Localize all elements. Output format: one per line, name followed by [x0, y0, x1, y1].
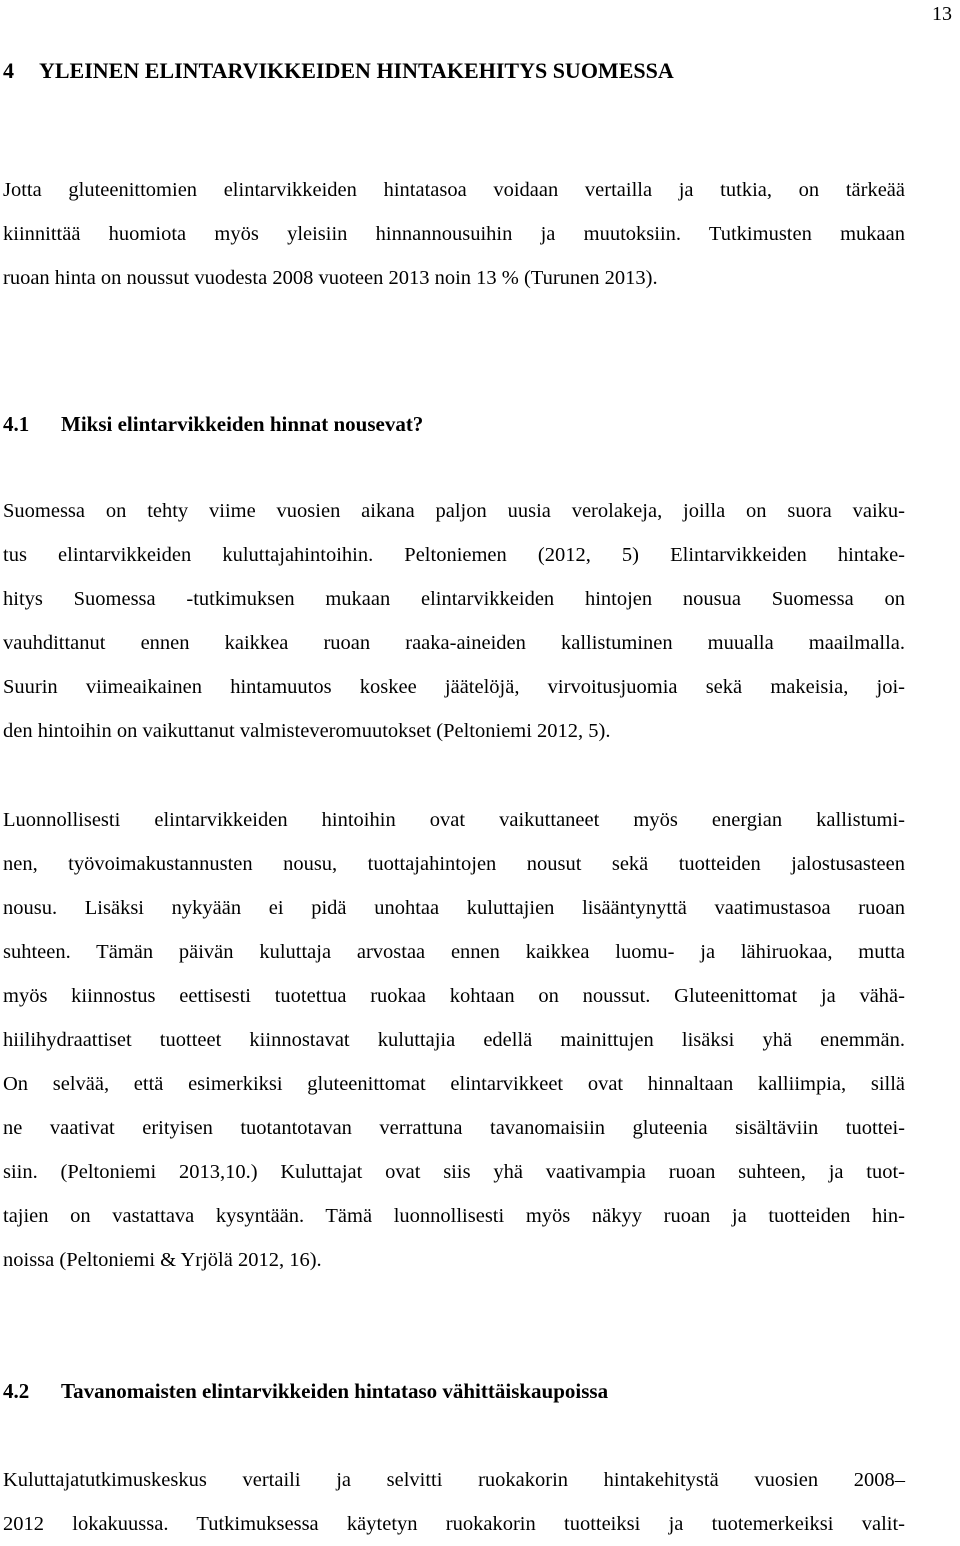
intro-line: Jotta gluteenittomien elintarvikkeiden hintatasoa voidaan vertailla ja tutkia, on tärkeää [3, 179, 905, 201]
paragraph-line: nen, työvoimakustannusten nousu, tuottajahintojen nousut sekä tuotteiden jalostusasteen [3, 853, 905, 875]
paragraph-line: 2012 lokakuussa. Tutkimuksessa käytetyn ruokakorin tuotteiksi ja tuotemerkeiksi valit- [3, 1513, 905, 1535]
section-title: Miksi elintarvikkeiden hinnat nousevat? [61, 412, 424, 436]
paragraph-line: hitys Suomessa -tutkimuksen mukaan elintarvikkeiden hintojen nousua Suomessa on [3, 588, 905, 610]
section-number: 4.2 [3, 1379, 30, 1403]
paragraph-line: tajien on vastattava kysyntään. Tämä luonnollisesti myös näkyy ruoan ja tuotteiden hin- [3, 1205, 905, 1227]
section-heading-4-2 [3, 1377, 608, 1405]
paragraph-line: vauhdittanut ennen kaikkea ruoan raaka-aineiden kallistuminen muualla maailmalla. [3, 632, 905, 654]
paragraph-line: Kuluttajatutkimuskeskus vertaili ja selvitti ruokakorin hintakehitystä vuosien 2008– [3, 1469, 905, 1491]
paragraph-line: noissa (Peltoniemi & Yrjölä 2012, 16). [3, 1249, 322, 1271]
paragraph-line: den hintoihin on vaikuttanut valmisteveromuutokset (Peltoniemi 2012, 5). [3, 720, 611, 742]
chapter-number: 4 [3, 58, 14, 83]
paragraph-line: ne vaativat erityisen tuotantotavan verrattuna tavanomaisiin gluteenia sisältäviin tuottei- [3, 1117, 905, 1139]
paragraph-line: nousu. Lisäksi nykyään ei pidä unohtaa kuluttajien lisääntynyttä vaatimustasoa ruoan [3, 897, 905, 919]
paragraph-line: suhteen. Tämän päivän kuluttaja arvostaa ennen kaikkea luomu- ja lähiruokaa, mutta [3, 941, 905, 963]
paragraph-line: myös kiinnostus eettisesti tuotettua ruokaa kohtaan on noussut. Gluteenittomat ja vähä- [3, 985, 905, 1007]
section-number: 4.1 [3, 412, 30, 436]
section-4-1-paragraph-2 [3, 798, 905, 1282]
chapter-heading [3, 56, 674, 86]
paragraph-line: Suurin viimeaikainen hintamuutos koskee jäätelöjä, virvoitusjuomia sekä makeisia, joi- [3, 676, 905, 698]
section-title: Tavanomaisten elintarvikkeiden hintataso vähittäiskaupoissa [61, 1379, 609, 1403]
page-number: 13 [932, 3, 952, 25]
section-heading-4-1 [3, 410, 423, 438]
paragraph-line: siin. (Peltoniemi 2013,10.) Kuluttajat ovat siis yhä vaativampia ruoan suhteen, ja tuot- [3, 1161, 905, 1183]
paragraph-line: Luonnollisesti elintarvikkeiden hintoihin ovat vaikuttaneet myös energian kallistumi- [3, 809, 905, 831]
chapter-title: YLEINEN ELINTARVIKKEIDEN HINTAKEHITYS SUOMESSA [39, 58, 674, 83]
paragraph-line: Suomessa on tehty viime vuosien aikana paljon uusia verolakeja, joilla on suora vaiku- [3, 500, 905, 522]
paragraph-line: On selvää, että esimerkiksi gluteenittomat elintarvikkeet ovat hinnaltaan kalliimpia, sillä [3, 1073, 905, 1095]
section-4-2-paragraph-1 [3, 1458, 905, 1546]
paragraph-line: hiilihydraattiset tuotteet kiinnostavat kuluttajia edellä mainittujen lisäksi yhä enemmän. [3, 1029, 905, 1051]
intro-line: kiinnittää huomiota myös yleisiin hinnannousuihin ja muutoksiin. Tutkimusten mukaan [3, 223, 905, 245]
intro-paragraph [3, 168, 905, 300]
intro-line: ruoan hinta on noussut vuodesta 2008 vuoteen 2013 noin 13 % (Turunen 2013). [3, 267, 658, 289]
paragraph-line: tus elintarvikkeiden kuluttajahintoihin. Peltoniemen (2012, 5) Elintarvikkeiden hintake- [3, 544, 905, 566]
section-4-1-paragraph-1 [3, 489, 905, 753]
